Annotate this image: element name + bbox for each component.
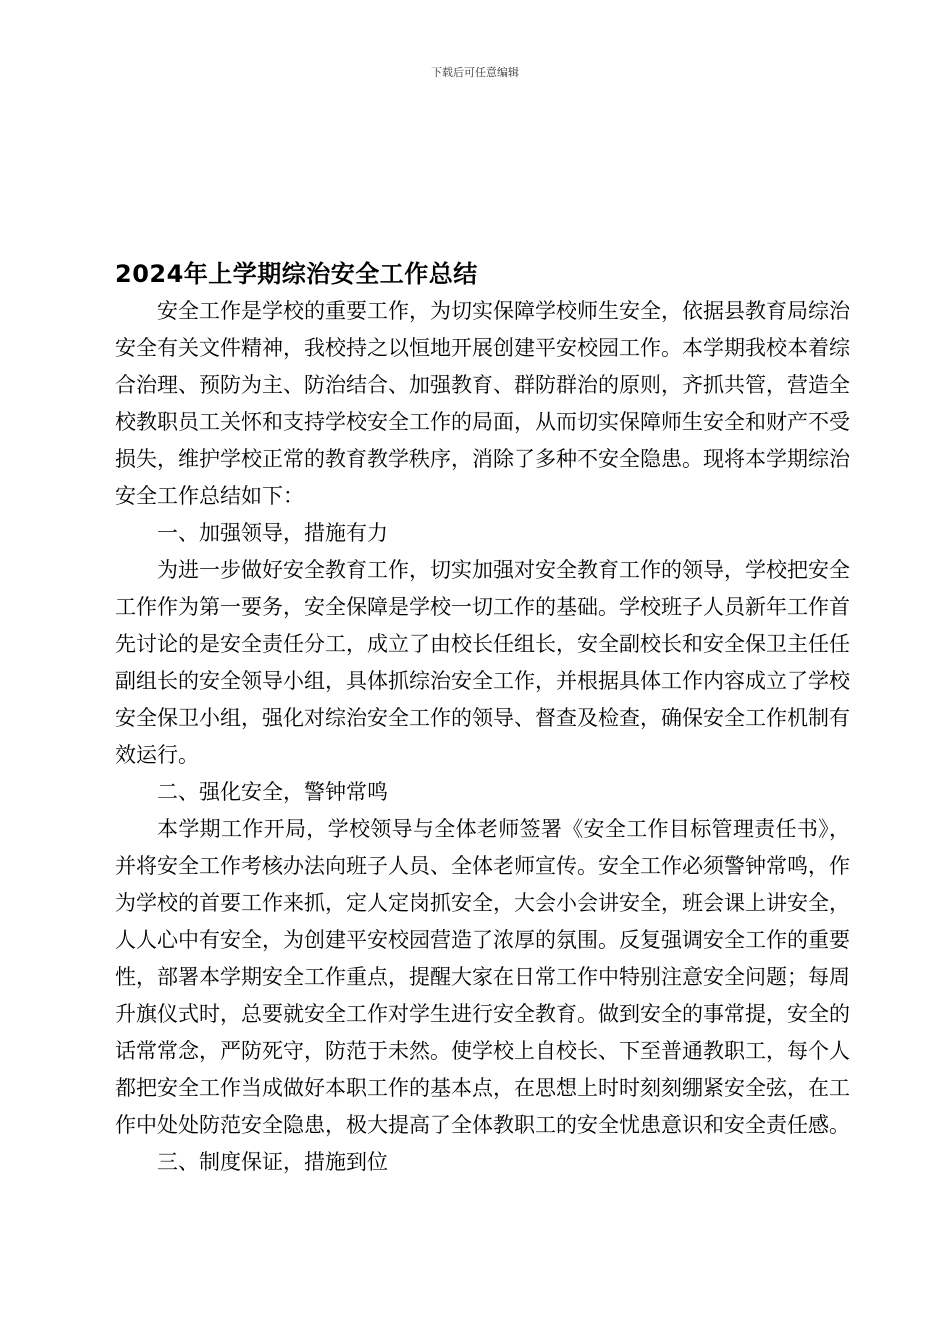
document-title: 2024年上学期综治安全工作总结 [115, 260, 478, 288]
section-1-heading: 一、加强领导，措施有力 [157, 521, 388, 545]
intro-paragraph: 安全工作是学校的重要工作，为切实保障学校师生安全，依据县教育局综治安全有关文件精神，我校持之以恒地开展创建平安校园工作。本学期我校本着综合治理、预防为主、防治结合、加强教育、群防群治的原则，齐抓共管，营造全校教职员工关怀和支持学校安全工作的局面，从而切实保障师生安全和财产不受损失，维护学校正常的教育教学秩序，消除了多种不安全隐患。现将本学期综治安全工作总结如下： [115, 299, 850, 508]
section-3-heading: 三、制度保证，措施到位 [157, 1150, 388, 1174]
document-body [115, 255, 850, 1181]
section-1-body: 为进一步做好安全教育工作，切实加强对安全教育工作的领导，学校把安全工作作为第一要务，安全保障是学校一切工作的基础。学校班子人员新年工作首先讨论的是安全责任分工，成立了由校长任组长，安全副校长和安全保卫主任任副组长的安全领导小组，具体抓综治安全工作，并根据具体工作内容成立了学校安全保卫小组，强化对综治安全工作的领导、督查及检查，确保安全工作机制有效运行。 [115, 558, 850, 767]
section-2-heading: 二、强化安全，警钟常鸣 [157, 780, 388, 804]
header-note: 下载后可任意编辑 [431, 66, 519, 79]
section-2-body: 本学期工作开局，学校领导与全体老师签署《安全工作目标管理责任书》，并将安全工作考核办法向班子人员、全体老师宣传。安全工作必须警钟常鸣，作为学校的首要工作来抓，定人定岗抓安全，大会小会讲安全，班会课上讲安全，人人心中有安全，为创建平安校园营造了浓厚的氛围。反复强调安全工作的重要性，部署本学期安全工作重点，提醒大家在日常工作中特别注意安全问题；每周升旗仪式时，总要就安全工作对学生进行安全教育。做到安全的事常提，安全的话常常念，严防死守，防范于未然。使学校上自校长、下至普通教职工，每个人都把安全工作当成做好本职工作的基本点，在思想上时时刻刻绷紧安全弦，在工作中处处防范安全隐患，极大提高了全体教职工的安全忧患意识和安全责任感。 [115, 817, 850, 1137]
